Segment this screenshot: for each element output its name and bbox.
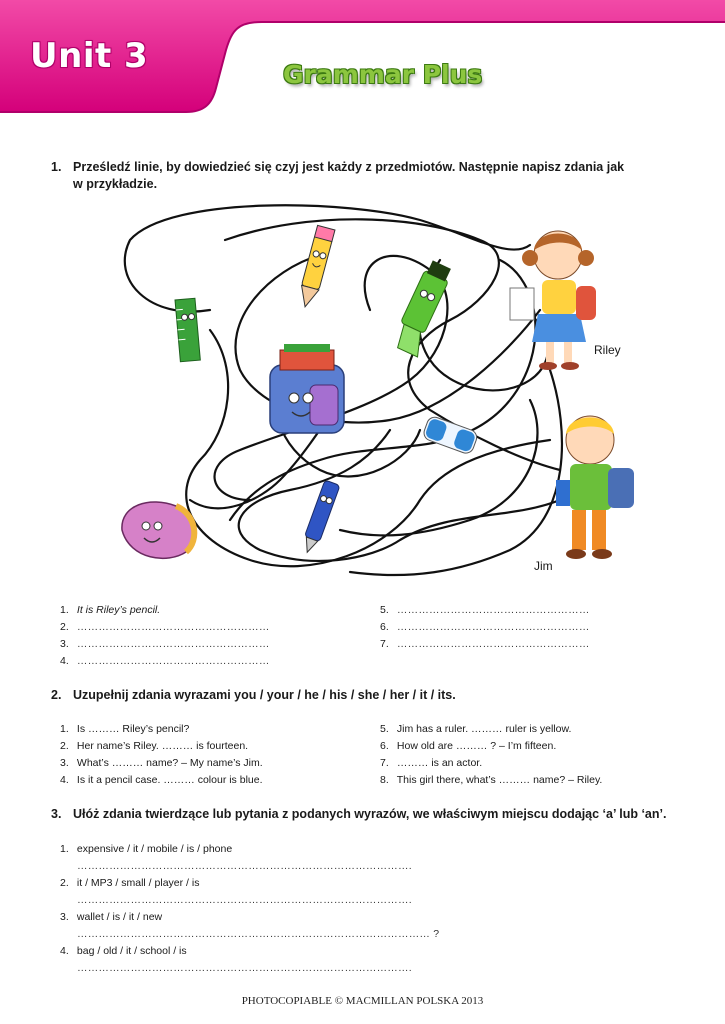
sentence-number: 5. bbox=[380, 723, 389, 735]
answer-example: It is Riley’s pencil. bbox=[76, 604, 161, 616]
answer-row bbox=[60, 602, 270, 619]
sentence-number: 4. bbox=[60, 774, 69, 786]
answer-number: 1. bbox=[60, 604, 69, 616]
sentence-number: 1. bbox=[60, 723, 69, 735]
item-answer-line[interactable]: …………………………………………………………………………………. bbox=[77, 860, 412, 872]
task3-item bbox=[60, 875, 439, 909]
sentence-text[interactable]: Is it a pencil case. ……… colour is blue. bbox=[76, 774, 263, 786]
sentence-text[interactable]: This girl there, what’s ……… name? – Riley. bbox=[396, 774, 603, 786]
item-number: 1. bbox=[60, 843, 69, 855]
label-jim: Jim bbox=[534, 559, 553, 573]
answer-row bbox=[380, 636, 590, 653]
pen-icon bbox=[300, 480, 340, 555]
sentence-row bbox=[380, 738, 602, 755]
task2-number: 2. bbox=[51, 688, 62, 702]
sentence-number: 7. bbox=[380, 757, 389, 769]
task3-title: Ułóż zdania twierdzące lub pytania z podanych wyrazów, we właściwym miejscu dodając ‘a’ lub ‘an’. bbox=[73, 807, 667, 821]
answer-row bbox=[60, 653, 270, 670]
item-answer-line[interactable]: ……………………………………………………………………………………… ? bbox=[77, 928, 440, 940]
task2-right bbox=[380, 721, 602, 789]
answer-number: 5. bbox=[380, 604, 389, 616]
task2-left bbox=[60, 721, 263, 789]
sentence-text[interactable]: How old are ……… ? – I’m fifteen. bbox=[396, 740, 557, 752]
pencil-case-icon bbox=[122, 502, 194, 558]
sentence-row bbox=[60, 772, 263, 789]
task3-instruction bbox=[51, 806, 701, 823]
sentence-text[interactable]: ……… is an actor. bbox=[396, 757, 483, 769]
sentence-row bbox=[380, 721, 602, 738]
answer-number: 6. bbox=[380, 621, 389, 633]
item-words: bag / old / it / school / is bbox=[76, 945, 187, 957]
boy-jim-figure bbox=[556, 416, 634, 559]
task2-instruction bbox=[51, 687, 681, 704]
sentence-number: 3. bbox=[60, 757, 69, 769]
answer-blank[interactable]: ……………………………………………… bbox=[76, 638, 270, 650]
answer-blank[interactable]: ……………………………………………… bbox=[396, 621, 590, 633]
sentence-text[interactable]: What’s ……… name? – My name’s Jim. bbox=[76, 757, 263, 769]
sentence-text[interactable]: Her name’s Riley. ……… is fourteen. bbox=[76, 740, 249, 752]
answer-row bbox=[60, 636, 270, 653]
page-header bbox=[0, 0, 725, 130]
answer-blank[interactable]: ……………………………………………… bbox=[76, 621, 270, 633]
section-title: Grammar Plus bbox=[283, 60, 483, 89]
task3-item bbox=[60, 841, 439, 875]
sentence-row bbox=[60, 738, 263, 755]
sentence-row bbox=[60, 721, 263, 738]
label-riley: Riley bbox=[594, 343, 621, 357]
item-number: 3. bbox=[60, 911, 69, 923]
answer-blank[interactable]: ……………………………………………… bbox=[396, 638, 590, 650]
item-number: 2. bbox=[60, 877, 69, 889]
ruler-icon bbox=[175, 298, 200, 362]
sentence-number: 2. bbox=[60, 740, 69, 752]
sentence-row bbox=[60, 755, 263, 772]
schoolbag-icon bbox=[270, 344, 344, 433]
unit-title: Unit 3 bbox=[30, 36, 149, 76]
task1-line2: w przykładzie. bbox=[73, 177, 158, 191]
sentence-number: 6. bbox=[380, 740, 389, 752]
task1-number: 1. bbox=[51, 160, 62, 174]
answer-blank[interactable]: ……………………………………………… bbox=[396, 604, 590, 616]
task2-title: Uzupełnij zdania wyrazami you / your / he / his / she / her / it / its. bbox=[73, 688, 456, 702]
maze-illustration bbox=[90, 200, 650, 590]
pencil-icon bbox=[296, 225, 335, 309]
item-words: it / MP3 / small / player / is bbox=[76, 877, 200, 889]
answer-number: 4. bbox=[60, 655, 69, 667]
task1-line1: Prześledź linie, by dowiedzieć się czyj jest każdy z przedmiotów. Następnie napisz zdania jak bbox=[73, 160, 625, 174]
sentence-row bbox=[380, 755, 602, 772]
answer-number: 3. bbox=[60, 638, 69, 650]
footer-copyright: PHOTOCOPIABLE © MACMILLAN POLSKA 2013 bbox=[241, 995, 484, 1007]
task1-answers-left bbox=[60, 602, 270, 670]
task3-number: 3. bbox=[51, 807, 62, 821]
sentence-number: 8. bbox=[380, 774, 389, 786]
answer-number: 2. bbox=[60, 621, 69, 633]
task1-instruction bbox=[51, 159, 671, 193]
item-number: 4. bbox=[60, 945, 69, 957]
task1-answers-right bbox=[380, 602, 590, 653]
item-words: expensive / it / mobile / is / phone bbox=[76, 843, 233, 855]
task3-items bbox=[60, 841, 439, 977]
answer-blank[interactable]: ……………………………………………… bbox=[76, 655, 270, 667]
answer-row bbox=[60, 619, 270, 636]
sentence-row bbox=[380, 772, 602, 789]
item-answer-line[interactable]: …………………………………………………………………………………. bbox=[77, 962, 412, 974]
answer-row bbox=[380, 619, 590, 636]
task3-item bbox=[60, 943, 439, 977]
answer-number: 7. bbox=[380, 638, 389, 650]
item-answer-line[interactable]: …………………………………………………………………………………. bbox=[77, 894, 412, 906]
item-words: wallet / is / it / new bbox=[76, 911, 163, 923]
answer-row bbox=[380, 602, 590, 619]
sentence-text[interactable]: Is ……… Riley’s pencil? bbox=[76, 723, 190, 735]
girl-riley-figure bbox=[510, 231, 596, 370]
task3-item bbox=[60, 909, 439, 943]
sentence-text[interactable]: Jim has a ruler. ……… ruler is yellow. bbox=[396, 723, 572, 735]
